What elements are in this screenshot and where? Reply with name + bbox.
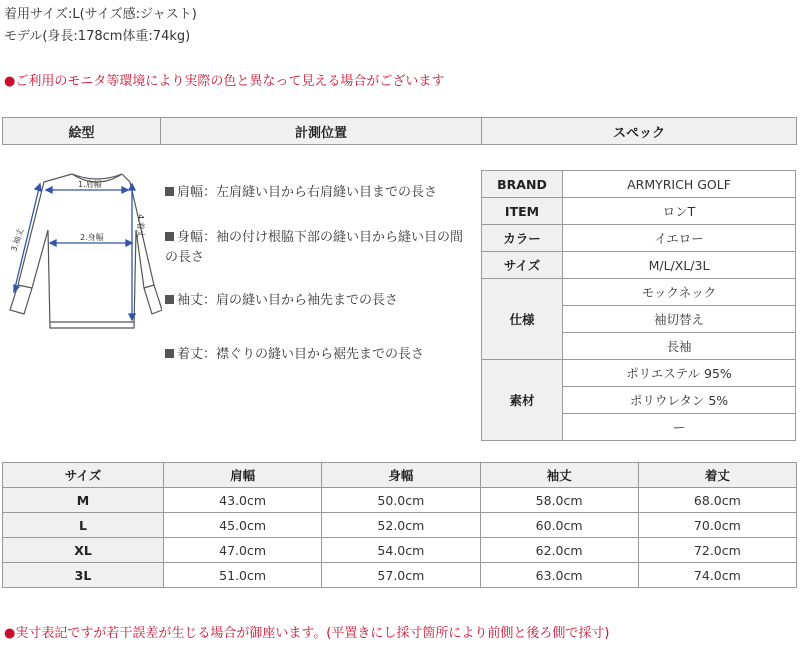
spec-brand: ARMYRICH GOLF xyxy=(563,171,796,198)
spec-key-brand: BRAND xyxy=(482,171,563,198)
bullet-square-icon xyxy=(165,187,174,196)
worn-size-line: 着用サイズ:L(サイズ感:ジャスト) xyxy=(4,7,197,22)
spec-color: イエロー xyxy=(563,225,796,252)
spec-size: M/L/XL/3L xyxy=(563,252,796,279)
measure-sleeve: 袖丈：肩の縫い目から袖先までの長さ xyxy=(165,291,475,311)
size-cell: 74.0cm xyxy=(638,563,796,588)
diagram-shoulder-label: 1.肩幅 xyxy=(78,180,102,189)
spec-material: ー xyxy=(563,414,796,441)
size-header: 肩幅 xyxy=(164,463,322,488)
table-row xyxy=(3,488,797,513)
size-cell: 68.0cm xyxy=(638,488,796,513)
header-illustration: 絵型 xyxy=(3,118,161,145)
spec-key-material: 素材 xyxy=(482,360,563,441)
size-cell: 70.0cm xyxy=(638,513,796,538)
section-header-bar xyxy=(2,117,797,145)
color-notice: ●ご利用のモニタ等環境により実際の色と異なって見える場合がございます xyxy=(4,74,445,89)
size-cell: 60.0cm xyxy=(480,513,638,538)
measure-body: 身幅：袖の付け根脇下部の縫い目から縫い目の間の長さ xyxy=(165,230,464,265)
size-cell: XL xyxy=(3,538,164,563)
size-cell: M xyxy=(3,488,164,513)
size-cell: L xyxy=(3,513,164,538)
size-cell: 54.0cm xyxy=(322,538,480,563)
model-info-line: モデル(身長:178cm体重:74kg) xyxy=(4,29,191,44)
bullet-square-icon xyxy=(165,295,174,304)
measure-shoulder: 肩幅：左肩縫い目から右肩縫い目までの長さ xyxy=(165,183,475,203)
size-cell: 63.0cm xyxy=(480,563,638,588)
spec-feature: 長袖 xyxy=(563,333,796,360)
size-header: 袖丈 xyxy=(480,463,638,488)
size-cell: 58.0cm xyxy=(480,488,638,513)
size-header: サイズ xyxy=(3,463,164,488)
bullet-square-icon xyxy=(165,349,174,358)
size-cell: 50.0cm xyxy=(322,488,480,513)
size-cell: 47.0cm xyxy=(164,538,322,563)
footer-note: ●実寸表記ですが若干誤差が生じる場合が御座います。(平置きにし採寸箇所により前側と後ろ側で採寸) xyxy=(4,626,610,641)
diagram-length-label: 4.着丈 xyxy=(136,214,145,238)
size-cell: 72.0cm xyxy=(638,538,796,563)
table-row xyxy=(3,563,797,588)
spec-key-features: 仕様 xyxy=(482,279,563,360)
diagram-sleeve-label: 3.袖丈 xyxy=(9,227,26,253)
spec-material: ポリエステル 95% xyxy=(563,360,796,387)
spec-material: ポリウレタン 5% xyxy=(563,387,796,414)
spec-feature: モックネック xyxy=(563,279,796,306)
table-row xyxy=(3,538,797,563)
spec-key-color: カラー xyxy=(482,225,563,252)
spec-table xyxy=(481,170,796,441)
size-cell: 62.0cm xyxy=(480,538,638,563)
spec-item: ロンT xyxy=(563,198,796,225)
diagram-body-label: 2.身幅 xyxy=(80,233,104,242)
bullet-square-icon xyxy=(165,232,174,241)
size-header: 身幅 xyxy=(322,463,480,488)
size-cell: 52.0cm xyxy=(322,513,480,538)
size-cell: 51.0cm xyxy=(164,563,322,588)
header-spec: スペック xyxy=(482,118,797,145)
measure-length: 着丈：襟ぐりの縫い目から裾先までの長さ xyxy=(165,345,475,365)
garment-diagram xyxy=(2,160,162,340)
spec-key-item: ITEM xyxy=(482,198,563,225)
size-cell: 3L xyxy=(3,563,164,588)
spec-key-size: サイズ xyxy=(482,252,563,279)
spec-feature: 袖切替え xyxy=(563,306,796,333)
table-row xyxy=(3,513,797,538)
header-measure-points: 計測位置 xyxy=(161,118,482,145)
size-cell: 57.0cm xyxy=(322,563,480,588)
size-cell: 43.0cm xyxy=(164,488,322,513)
size-table xyxy=(2,462,797,588)
size-header: 着丈 xyxy=(638,463,796,488)
size-cell: 45.0cm xyxy=(164,513,322,538)
